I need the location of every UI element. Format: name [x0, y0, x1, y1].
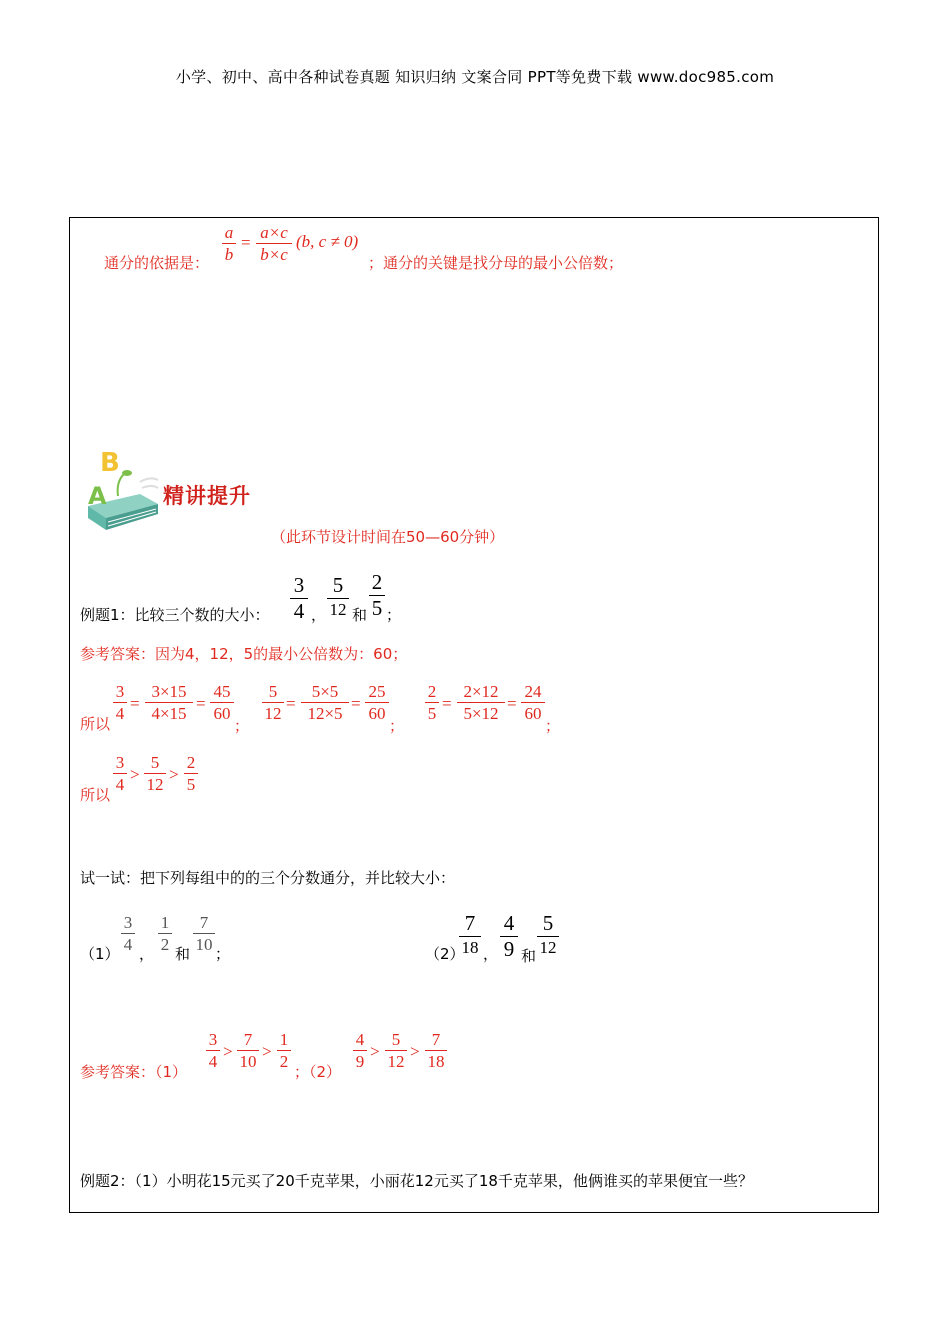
a2-o2-frac-1: 4 9 — [353, 1031, 367, 1070]
a2-o2-gt-2: > — [410, 1042, 420, 1061]
g1-frac-2: 1 2 — [158, 914, 172, 953]
time-note: （此环节设计时间在50—60分钟） — [271, 528, 505, 546]
g2-sep: ， — [483, 945, 499, 963]
example1-sep: ， — [311, 606, 327, 624]
a2-o1-gt-1: > — [223, 1042, 233, 1061]
order-frac-2: 5 12 — [144, 754, 166, 793]
answer2-mid: ；（2） — [294, 1063, 342, 1081]
banner-letter-a: A — [88, 482, 107, 510]
answer1-so-2: 所以 — [80, 786, 111, 804]
eq3-eq-2: = — [507, 694, 517, 713]
page-header: 小学、初中、高中各种试卷真题 知识归纳 文案合同 PPT等免费下载 www.doc985.com — [175, 68, 775, 86]
eq1-frac-a: 3 4 — [113, 683, 127, 722]
banner-book-icon — [82, 448, 164, 532]
answer1-intro: 参考答案：因为4，12，5的最小公倍数为：60； — [80, 645, 408, 663]
practice-g1-label: （1） — [80, 945, 120, 963]
rule-frac-rhs: a×c b×c — [256, 224, 292, 263]
g2-frac-2: 4 9 — [500, 913, 518, 960]
example1-fraction-3: 2 5 — [369, 572, 385, 619]
rule-condition: (b, c ≠ 0) — [296, 232, 359, 251]
banner-title: 精讲提升 — [163, 484, 251, 508]
example1-and: 和 — [352, 606, 368, 624]
g1-and: 和 — [175, 945, 191, 963]
practice-g2-label: （2） — [425, 945, 465, 963]
eq1-semi: ； — [234, 717, 250, 735]
eq2-frac-b: 5×5 12×5 — [301, 683, 349, 722]
a2-o1-frac-1: 3 4 — [206, 1031, 220, 1070]
eq2-frac-a: 5 12 — [262, 683, 284, 722]
example1-fraction-1: 3 4 — [290, 575, 308, 622]
order-gt-2: > — [169, 765, 179, 784]
banner-letter-b: B — [100, 448, 120, 478]
rule-frac-lhs: a b — [222, 224, 236, 263]
eq2-eq-2: = — [351, 694, 361, 713]
a2-o1-frac-2: 7 10 — [237, 1031, 259, 1070]
eq1-frac-b: 3×15 4×15 — [145, 683, 193, 722]
answer2-label: 参考答案：（1） — [80, 1063, 188, 1081]
g2-frac-1: 7 18 — [459, 913, 481, 956]
rule-prefix: 通分的依据是： — [104, 254, 210, 272]
example2-text: 例题2：（1）小明花15元买了20千克苹果，小丽花12元买了18千克苹果，他俩谁买的苹果便宜一些？ — [80, 1172, 753, 1190]
eq1-frac-c: 45 60 — [210, 683, 234, 722]
a2-o2-gt-1: > — [370, 1042, 380, 1061]
eq3-semi: ； — [545, 717, 561, 735]
g1-end: ； — [215, 945, 231, 963]
eq1-eq-1: = — [130, 694, 140, 713]
a2-o2-frac-3: 7 18 — [425, 1031, 447, 1070]
answer1-so-1: 所以 — [80, 715, 111, 733]
eq3-eq-1: = — [442, 694, 452, 713]
eq1-eq-2: = — [196, 694, 206, 713]
eq2-semi: ； — [389, 717, 405, 735]
order-frac-3: 2 5 — [184, 754, 198, 793]
eq3-frac-b: 2×12 5×12 — [457, 683, 505, 722]
example1-fraction-2: 5 12 — [327, 575, 349, 618]
a2-o1-frac-3: 1 2 — [277, 1031, 291, 1070]
g2-and: 和 — [521, 947, 537, 965]
example1-label: 例题1：比较三个数的大小： — [80, 606, 270, 624]
eq2-eq-1: = — [286, 694, 296, 713]
eq3-frac-c: 24 60 — [521, 683, 545, 722]
a2-o2-frac-2: 5 12 — [385, 1031, 407, 1070]
rule-eq: = — [241, 233, 251, 252]
order-frac-1: 3 4 — [113, 754, 127, 793]
rule-suffix: ；通分的关键是找分母的最小公倍数； — [368, 254, 624, 272]
a2-o1-gt-2: > — [262, 1042, 272, 1061]
example1-end: ； — [386, 606, 402, 624]
g1-sep: ， — [139, 945, 155, 963]
g2-frac-3: 5 12 — [537, 913, 559, 956]
order-gt-1: > — [130, 765, 140, 784]
g1-frac-3: 7 10 — [193, 914, 215, 953]
practice-label: 试一试：把下列每组中的的三个分数通分，并比较大小： — [80, 869, 456, 887]
eq2-frac-c: 25 60 — [365, 683, 389, 722]
eq3-frac-a: 2 5 — [425, 683, 439, 722]
g1-frac-1: 3 4 — [121, 914, 135, 953]
